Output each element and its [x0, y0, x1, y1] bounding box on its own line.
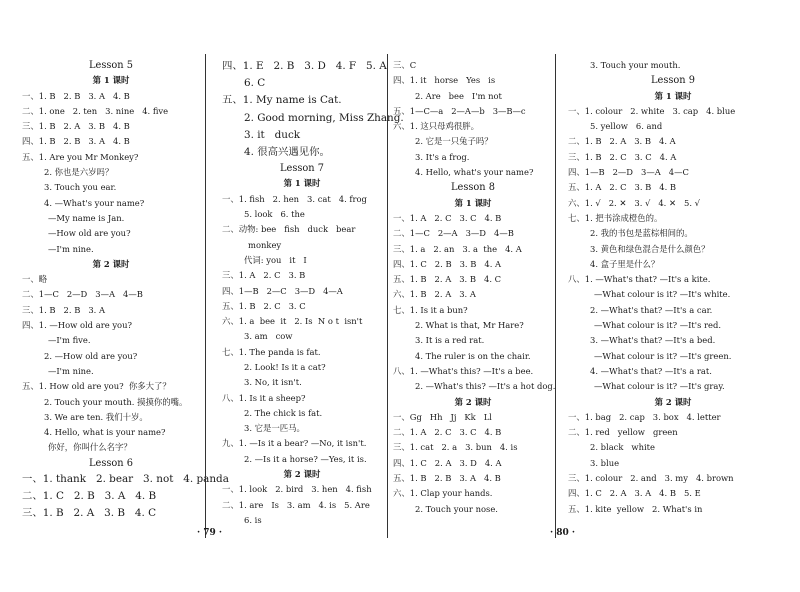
- answer-line: 六、1. Clap your hands.: [393, 488, 493, 499]
- answer-line: 七、1. Is it a bun?: [393, 304, 468, 315]
- answer-line: —What colour is it? —It's red.: [594, 320, 722, 331]
- answer-line: 3. Touch your mouth.: [590, 60, 681, 70]
- answer-line: 七、1. The panda is fat.: [222, 346, 321, 357]
- answer-line: 二、1. A 2. C 3. C 4. B: [393, 427, 502, 438]
- answer-line: 3. Touch you ear.: [44, 182, 117, 193]
- answer-line: 4. Hello, what is your name?: [44, 427, 166, 438]
- lesson-heading: Lesson 7: [280, 163, 324, 175]
- lesson-period-heading: 第 2 课时: [454, 396, 492, 407]
- answer-line: 4. 盒子里是什么？: [590, 258, 660, 269]
- answer-line: monkey: [248, 239, 282, 250]
- answer-line: 2. What is that, Mr Hare?: [415, 320, 524, 331]
- answer-line: 八、1. Is it a sheep?: [222, 392, 306, 403]
- answer-line: 六、1. 这只母鸡很胖。: [393, 121, 480, 132]
- answer-line: 4. —What's your name?: [44, 197, 145, 208]
- answer-line: 四、1. C 2. B 3. B 4. A: [393, 258, 502, 269]
- answer-line: 4. Hello, what's your name?: [415, 167, 534, 178]
- answer-line: 五、1. B 2. A 3. B 4. C: [393, 274, 502, 285]
- answer-line: 八、1. —What's this? —It's a bee.: [393, 365, 534, 376]
- answer-line: 2. The chick is fat.: [244, 407, 323, 418]
- answer-line: 四、1. C 2. A 3. D 4. A: [393, 457, 502, 468]
- answer-line: —I'm nine.: [48, 243, 94, 254]
- answer-line: 四、1. C 2. A 3. A 4. B 5. E: [568, 488, 701, 499]
- answer-line: 三、1. B 2. A 3. B 4. B: [22, 121, 130, 132]
- answer-line: 一、Gg Hh Jj Kk Ll: [393, 411, 492, 422]
- answer-line: 四、1. B 2. B 3. A 4. B: [22, 136, 130, 147]
- answer-line: 三、1. B 2. B 3. A: [22, 304, 106, 315]
- answer-line: 六、1. √ 2. ✕ 3. √ 4. ✕ 5. √: [568, 197, 701, 208]
- answer-line: 你好，你叫什么名字？: [48, 442, 132, 453]
- answer-line: 五、1. kite yellow 2. What's in: [568, 503, 703, 514]
- answer-line: 二、1. red yellow green: [568, 427, 678, 438]
- answer-line: 三、1. colour 2. and 3. my 4. brown: [568, 473, 734, 484]
- answer-line: 3. 它是一匹马。: [244, 423, 305, 434]
- lesson-period-heading: 第 1 课时: [283, 178, 321, 189]
- answer-line: —What colour is it? —It's white.: [594, 289, 731, 300]
- answer-line: 4. 很高兴遇见你。: [244, 145, 330, 158]
- lesson-period-heading: 第 1 课时: [454, 197, 492, 208]
- answer-column-4: [568, 58, 778, 517]
- answer-line: —How old are you?: [48, 228, 131, 239]
- answer-line: 六、1. a bee it 2. Is N o t isn't: [222, 316, 363, 327]
- answer-column-3: [393, 58, 556, 517]
- answer-line: 2. black white: [590, 442, 656, 453]
- answer-line: 3. —What's that? —It's a bed.: [590, 335, 716, 346]
- answer-line: 二、1—C 2—D 3—A 4—B: [22, 289, 143, 300]
- answer-line: 一、1. thank 2. bear 3. not 4. panda: [22, 473, 229, 486]
- answer-line: 6. is: [244, 514, 262, 525]
- answer-line: 2. —How old are you?: [44, 350, 138, 361]
- answer-line: 二、1. B 2. A 3. B 4. A: [568, 136, 676, 147]
- answer-line: 3. It's a frog.: [415, 151, 470, 162]
- column-divider: [205, 54, 206, 538]
- answer-line: 四、1—B 2—C 3—D 4—A: [222, 285, 343, 296]
- answer-line: 五、1. A 2. C 3. B 4. B: [568, 182, 677, 193]
- answer-line: 四、1—B 2—D 3—A 4—C: [568, 167, 689, 178]
- answer-line: 2. Touch your nose.: [415, 503, 498, 514]
- answer-line: 5. yellow 6. and: [590, 121, 663, 132]
- page-number-right: · 80 ·: [550, 528, 576, 538]
- answer-line: 四、1. —How old are you?: [22, 320, 132, 331]
- answer-line: 三、C: [393, 60, 417, 70]
- answer-line: 五、1. My name is Cat.: [222, 94, 342, 107]
- answer-line: 3. It is a red rat.: [415, 335, 485, 346]
- lesson-period-heading: 第 2 课时: [92, 258, 130, 269]
- answer-line: 2. 它是一只兔子吗？: [415, 136, 493, 147]
- answer-line: 八、1. —What's that? —It's a kite.: [568, 274, 711, 285]
- answer-line: 三、1. a 2. an 3. a the 4. A: [393, 243, 522, 254]
- answer-line: 九、1. —Is it a bear? —No, it isn't.: [222, 438, 367, 449]
- column-divider: [555, 54, 556, 538]
- answer-line: 一、1. B 2. B 3. A 4. B: [22, 90, 130, 101]
- answer-line: 2. 我的书包是蓝棕相间的。: [590, 228, 693, 239]
- answer-line: 一、略: [22, 274, 48, 285]
- lesson-heading: Lesson 6: [89, 457, 133, 469]
- answer-line: 2. —What's this? —It's a hot dog.: [415, 381, 556, 392]
- answer-line: 2. 你也是六岁吗？: [44, 167, 114, 178]
- answer-line: 3. am cow: [244, 331, 293, 342]
- answer-line: 4. The ruler is on the chair.: [415, 350, 531, 361]
- answer-line: 三、1. A 2. C 3. B: [222, 270, 306, 281]
- lesson-period-heading: 第 1 课时: [654, 90, 692, 101]
- answer-line: 四、1. E 2. B 3. D 4. F 5. A: [222, 60, 387, 72]
- answer-line: 代词: you it I: [244, 254, 307, 265]
- answer-line: —What colour is it? —It's gray.: [594, 381, 725, 392]
- answer-line: 七、1. 把书涂成橙色的。: [568, 212, 663, 223]
- answer-line: 四、1. it horse Yes is: [393, 75, 496, 86]
- answer-line: 2. —What's that? —It's a car.: [590, 304, 713, 315]
- lesson-period-heading: 第 2 课时: [283, 469, 321, 480]
- answer-line: 5. look 6. the: [244, 209, 305, 220]
- answer-line: 五、1. Are you Mr Monkey?: [22, 151, 139, 162]
- answer-line: 二、1. one 2. ten 3. nine 4. five: [22, 105, 169, 116]
- answer-line: 五、1. B 2. C 3. C: [222, 300, 306, 311]
- answer-line: —I'm nine.: [48, 365, 94, 376]
- answer-line: 4. —What's that? —It's a rat.: [590, 365, 712, 376]
- answer-line: 一、1. look 2. bird 3. hen 4. fish: [222, 484, 372, 495]
- answer-line: 2. —Is it a horse? —Yes, it is.: [244, 453, 367, 464]
- answer-line: 五、1. B 2. B 3. A 4. B: [393, 473, 501, 484]
- answer-line: 2. Good morning, Miss Zhang.: [244, 111, 404, 124]
- answer-line: 一、1. bag 2. cap 3. box 4. letter: [568, 411, 721, 422]
- column-divider: [387, 54, 388, 538]
- page-number-left: · 79 ·: [197, 528, 223, 538]
- answer-column-1: [22, 58, 229, 523]
- answer-line: 6. C: [244, 77, 266, 90]
- lesson-period-heading: 第 2 课时: [654, 396, 692, 407]
- answer-line: 2. Touch your mouth. 摸摸你的嘴。: [44, 396, 188, 407]
- answer-line: 3. 黄色和绿色混合是什么颜色？: [590, 243, 710, 254]
- answer-line: 二、1—C 2—A 3—D 4—B: [393, 228, 514, 239]
- answer-column-2: [222, 58, 404, 528]
- lesson-heading: Lesson 9: [651, 75, 695, 87]
- lesson-heading: Lesson 5: [89, 60, 133, 71]
- answer-line: 3. We are ten. 我们十岁。: [44, 411, 148, 422]
- answer-line: 二、动物: bee fish duck bear: [222, 224, 356, 235]
- answer-line: —I'm five.: [48, 335, 91, 346]
- answer-line: 3. No, it isn't.: [244, 377, 302, 388]
- answer-line: 三、1. B 2. C 3. C 4. A: [568, 151, 677, 162]
- answer-line: 三、1. B 2. A 3. B 4. C: [22, 507, 157, 520]
- answer-line: 五、1—C—a 2—A—b 3—B—c: [393, 105, 526, 116]
- answer-line: 二、1. are Is 3. am 4. is 5. Are: [222, 499, 370, 510]
- answer-line: —My name is Jan.: [48, 212, 125, 223]
- answer-line: 六、1. B 2. A 3. A: [393, 289, 476, 300]
- answer-line: 三、1. cat 2. a 3. bun 4. is: [393, 442, 518, 453]
- answer-line: 2. Look! Is it a cat?: [244, 361, 326, 372]
- answer-line: 2. Are bee I'm not: [415, 90, 502, 101]
- lesson-period-heading: 第 1 课时: [92, 75, 130, 86]
- answer-line: 二、1. C 2. B 3. A 4. B: [22, 490, 157, 503]
- answer-line: 一、1. A 2. C 3. C 4. B: [393, 212, 502, 223]
- answer-line: 五、1. How old are you? 你多大了？: [22, 381, 171, 392]
- answer-line: 3. it duck: [244, 128, 301, 141]
- answer-line: 一、1. colour 2. white 3. cap 4. blue: [568, 105, 736, 116]
- answer-line: —What colour is it? —It's green.: [594, 350, 732, 361]
- lesson-heading: Lesson 8: [451, 182, 495, 194]
- answer-line: 一、1. fish 2. hen 3. cat 4. frog: [222, 193, 367, 204]
- answer-line: 3. blue: [590, 457, 620, 468]
